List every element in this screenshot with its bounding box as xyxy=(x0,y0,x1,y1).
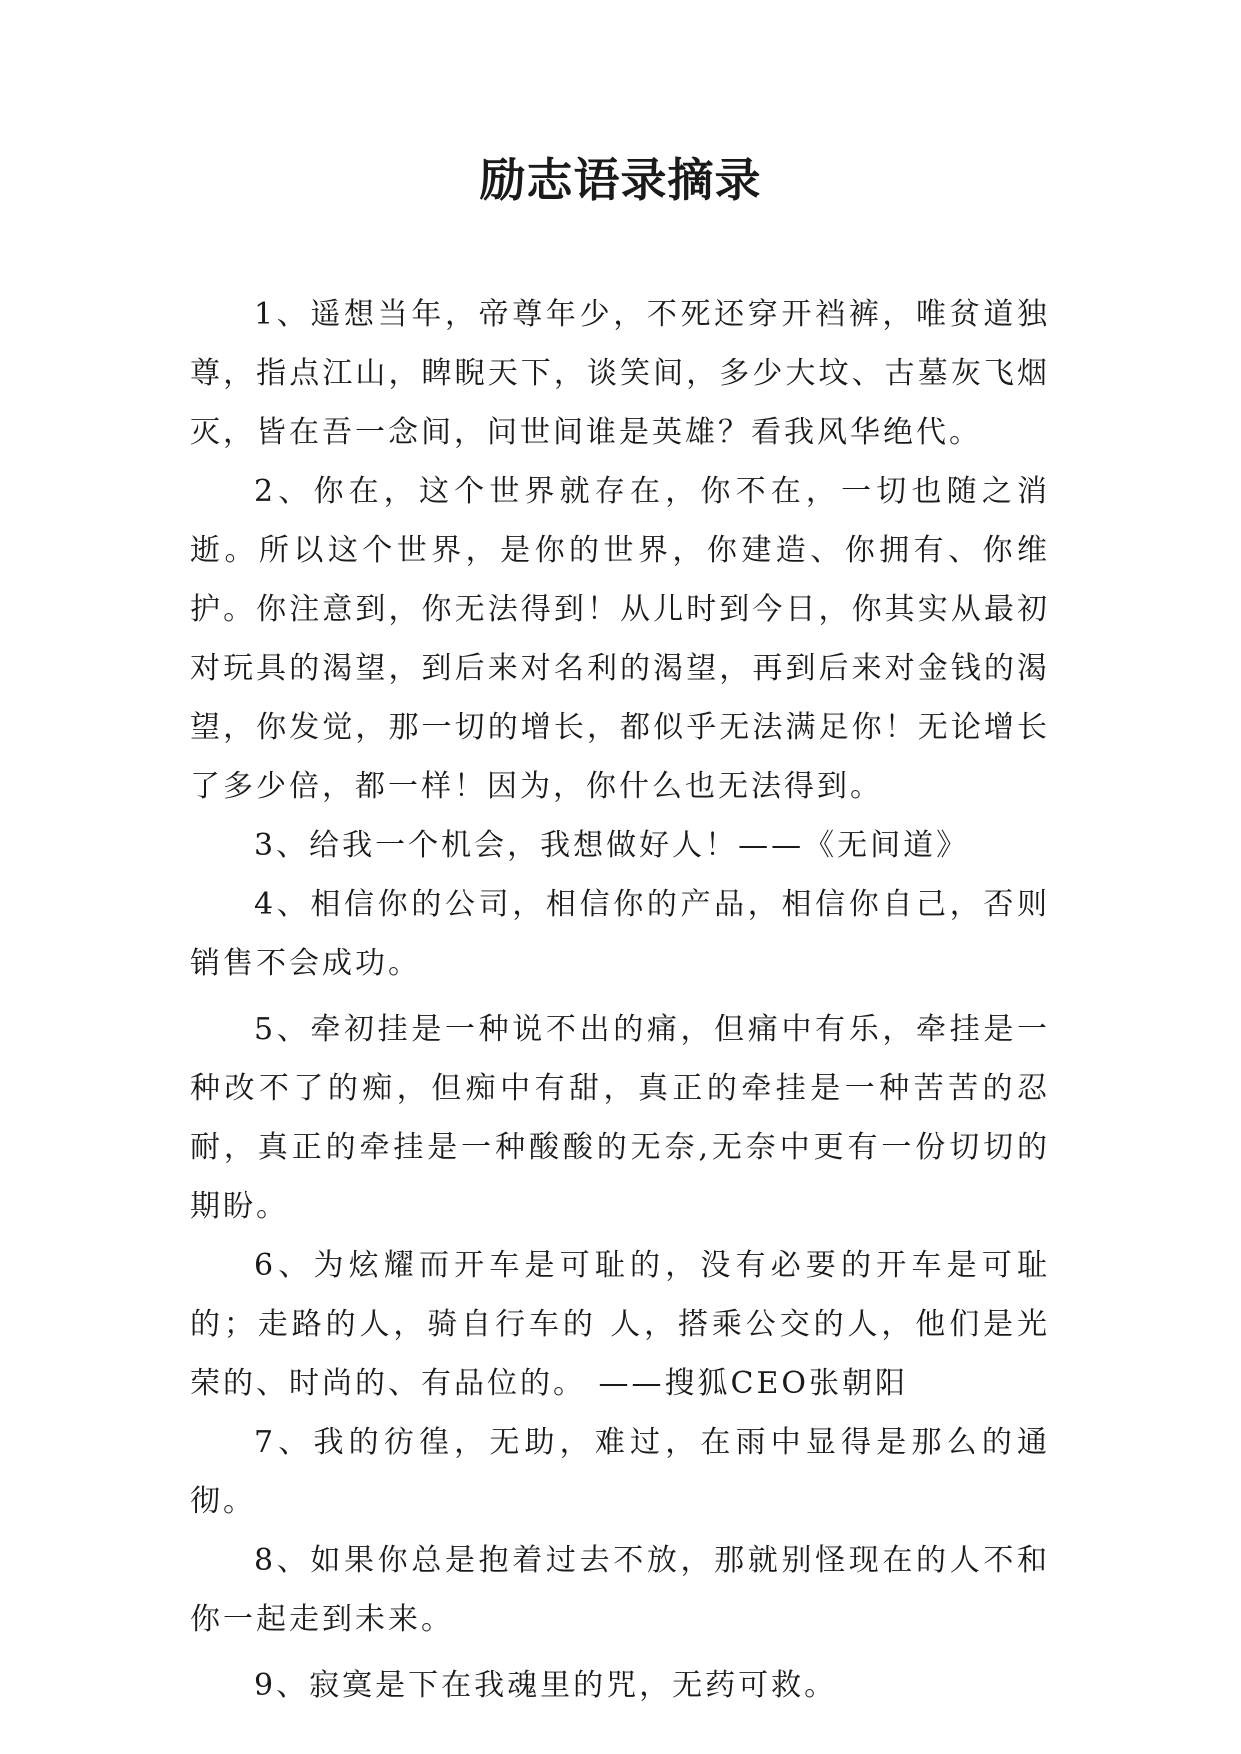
quote-paragraph-8: 8、如果你总是抱着过去不放，那就别怪现在的人不和你一起走到未来。 xyxy=(190,1543,1050,1637)
quote-paragraph-4: 4、相信你的公司，相信你的产品，相信你自己，否则销售不会成功。 xyxy=(190,887,1050,981)
quote-paragraph-6: 6、为炫耀而开车是可耻的，没有必要的开车是可耻的；走路的人，骑自行车的 人，搭乘公交的人，他们是光荣的、时尚的、有品位的。 ——搜狐CEO张朝阳 xyxy=(190,1248,1050,1401)
quote-paragraph-2: 2、你在，这个世界就存在，你不在，一切也随之消逝。所以这个世界，是你的世界，你建造、你拥有、你维护。你注意到，你无法得到！从儿时到今日，你其实从最初对玩具的渴望，到后来对名利的渴望，再到后来对金钱的渴望，你发觉，那一切的增长，都似乎无法满足你！无论增长了多少倍，都一样！因为，你什么也无法得到。 xyxy=(190,474,1050,804)
quote-paragraph-5: 5、牵初挂是一种说不出的痛，但痛中有乐，牵挂是一种改不了的痴，但痴中有甜，真正的牵挂是一种苦苦的忍耐，真正的牵挂是一种酸酸的无奈,无奈中更有一份切切的期盼。 xyxy=(190,1012,1050,1224)
document-title: 励志语录摘录 xyxy=(479,153,762,207)
quote-paragraph-3: 3、给我一个机会，我想做好人！——《无间道》 xyxy=(254,828,970,863)
quote-paragraph-1: 1、遥想当年，帝尊年少，不死还穿开裆裤，唯贫道独尊，指点江山，睥睨天下，谈笑间，多少大坟、古墓灰飞烟灭，皆在吾一念间，问世间谁是英雄？看我风华绝代。 xyxy=(190,297,1050,450)
quote-paragraph-7: 7、我的彷徨，无助，难过，在雨中显得是那么的通彻。 xyxy=(190,1425,1050,1519)
document-body xyxy=(190,285,1050,1715)
quote-paragraph-9: 9、寂寞是下在我魂里的咒，无药可救。 xyxy=(254,1668,838,1703)
